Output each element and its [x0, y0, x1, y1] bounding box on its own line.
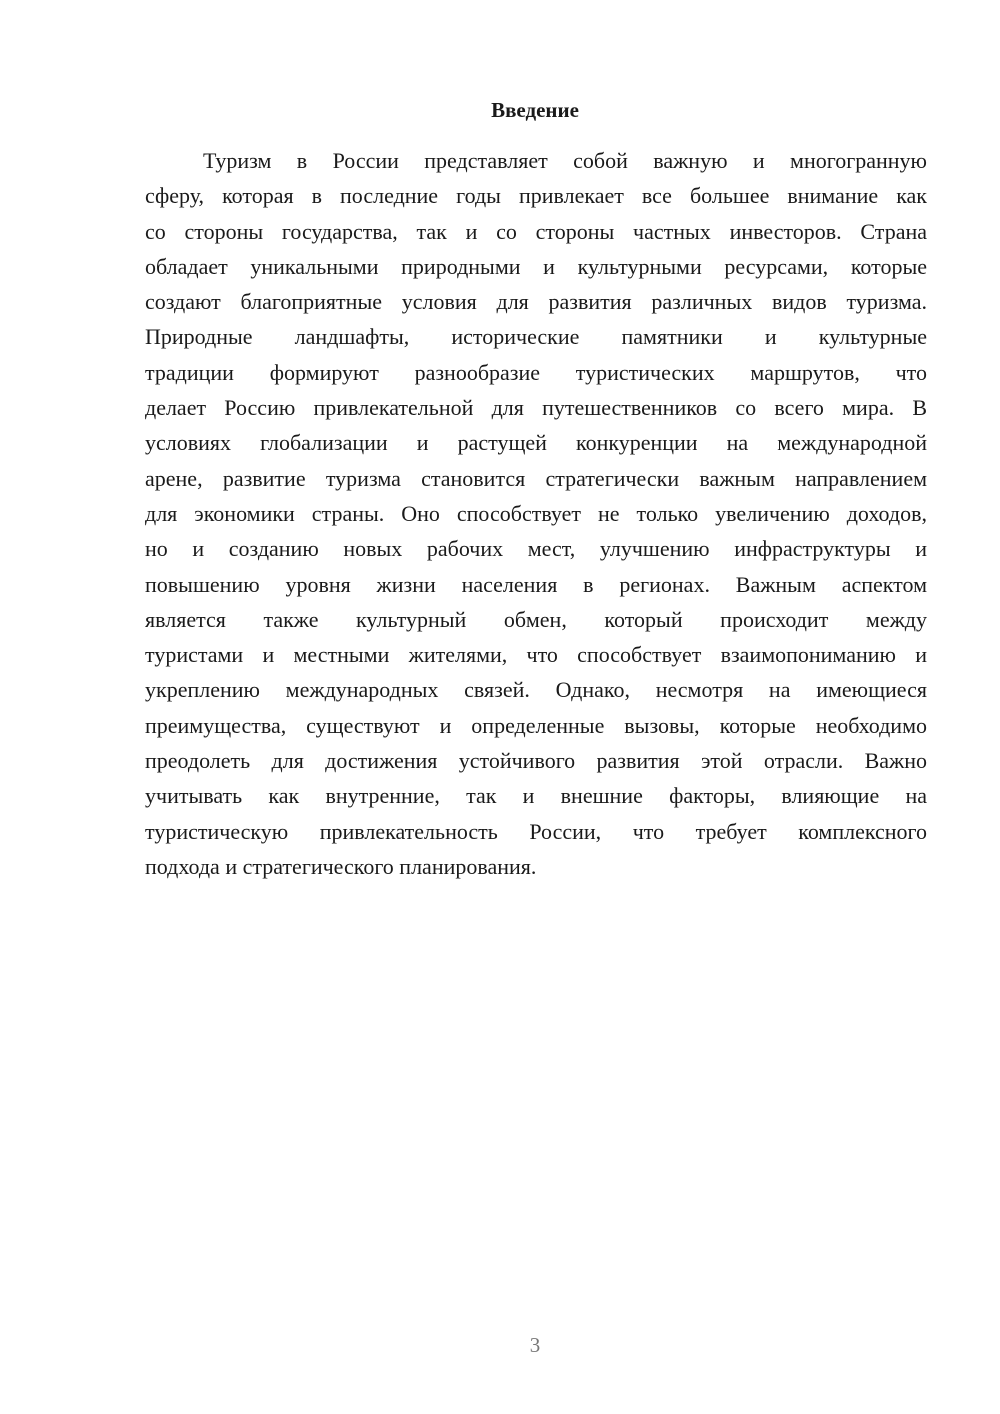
- text-line: обладает уникальными природными и культурными ресурсами, которые: [145, 253, 927, 279]
- text-line: Природные ландшафты, исторические памятники и культурные: [145, 324, 927, 350]
- body-paragraph: [145, 143, 927, 884]
- text-line: подхода и стратегического планирования.: [145, 853, 537, 879]
- text-line: традиции формируют разнообразие туристических маршрутов, что: [145, 359, 927, 385]
- text-line: учитывать как внутренние, так и внешние факторы, влияющие на: [145, 783, 927, 809]
- text-line: арене, развитие туризма становится стратегически важным направлением: [145, 465, 927, 491]
- text-line: укреплению международных связей. Однако, несмотря на имеющиеся: [145, 677, 927, 703]
- text-line: сферу, которая в последние годы привлекает все большее внимание как: [145, 183, 927, 209]
- section-title: Введение: [491, 98, 579, 122]
- text-line: преимущества, существуют и определенные вызовы, которые необходимо: [145, 712, 927, 738]
- text-line: повышению уровня жизни населения в регионах. Важным аспектом: [145, 571, 927, 597]
- page-number: 3: [529, 1333, 541, 1357]
- text-line: условиях глобализации и растущей конкуренции на международной: [145, 430, 927, 456]
- text-line: со стороны государства, так и со стороны частных инвесторов. Страна: [145, 218, 927, 244]
- text-line: Туризм в России представляет собой важную и многогранную: [203, 148, 927, 173]
- text-line: для экономики страны. Оно способствует не только увеличению доходов,: [145, 500, 927, 526]
- text-line: туристами и местными жителями, что способствует взаимопониманию и: [145, 642, 927, 668]
- text-line: создают благоприятные условия для развития различных видов туризма.: [145, 289, 927, 315]
- text-line: является также культурный обмен, который происходит между: [145, 606, 927, 632]
- text-line: преодолеть для достижения устойчивого развития этой отрасли. Важно: [145, 748, 927, 774]
- text-line: туристическую привлекательность России, что требует комплексного: [145, 818, 927, 844]
- text-line: но и созданию новых рабочих мест, улучшению инфраструктуры и: [145, 536, 927, 562]
- text-line: делает Россию привлекательной для путешественников со всего мира. В: [145, 395, 927, 421]
